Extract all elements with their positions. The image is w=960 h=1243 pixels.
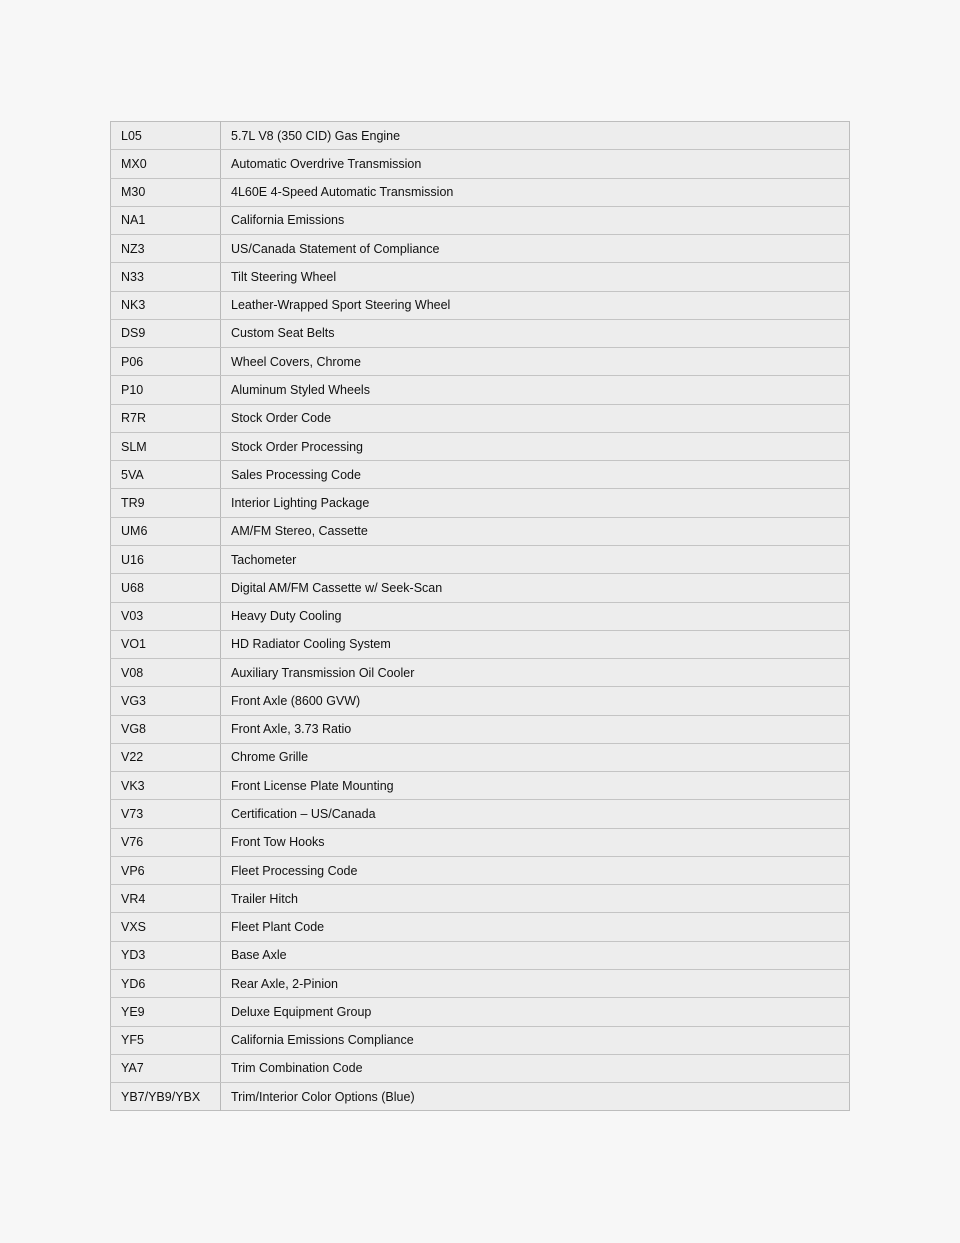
option-code-cell: 5VA xyxy=(111,461,221,489)
table-row xyxy=(111,1054,850,1082)
table-row xyxy=(111,998,850,1026)
table-row xyxy=(111,885,850,913)
table-row xyxy=(111,800,850,828)
option-code-cell: V73 xyxy=(111,800,221,828)
option-description-cell: Chrome Grille xyxy=(221,743,850,771)
table-row xyxy=(111,178,850,206)
option-description-cell: Stock Order Processing xyxy=(221,432,850,460)
option-code-cell: YD3 xyxy=(111,941,221,969)
option-code-cell: M30 xyxy=(111,178,221,206)
table-row xyxy=(111,235,850,263)
option-description-cell: Fleet Processing Code xyxy=(221,856,850,884)
option-code-cell: DS9 xyxy=(111,319,221,347)
option-description-cell: Custom Seat Belts xyxy=(221,319,850,347)
option-code-cell: R7R xyxy=(111,404,221,432)
option-description-cell: California Emissions xyxy=(221,206,850,234)
table-row xyxy=(111,715,850,743)
table-row xyxy=(111,461,850,489)
table-row xyxy=(111,489,850,517)
table-row xyxy=(111,969,850,997)
option-description-cell: Trim/Interior Color Options (Blue) xyxy=(231,1089,415,1104)
table-row xyxy=(111,348,850,376)
document-page xyxy=(110,121,849,1111)
option-code-cell: VG8 xyxy=(111,715,221,743)
option-codes-body xyxy=(111,122,850,1111)
table-row xyxy=(111,602,850,630)
option-description-cell: Digital AM/FM Cassette w/ Seek-Scan xyxy=(221,574,850,602)
option-description-cell: Certification – US/Canada xyxy=(221,800,850,828)
table-row xyxy=(111,376,850,404)
option-description-cell: Wheel Covers, Chrome xyxy=(221,348,850,376)
option-description-cell: California Emissions Compliance xyxy=(221,1026,850,1054)
option-description-cell: Sales Processing Code xyxy=(221,461,850,489)
option-description-cell: Stock Order Code xyxy=(221,404,850,432)
option-code-cell: P06 xyxy=(111,348,221,376)
table-row xyxy=(111,291,850,319)
option-code-cell: NK3 xyxy=(111,291,221,319)
table-row xyxy=(111,1083,850,1111)
table-row xyxy=(111,319,850,347)
option-code-cell: VO1 xyxy=(111,630,221,658)
option-description-cell: US/Canada Statement of Compliance xyxy=(221,235,850,263)
table-row xyxy=(111,913,850,941)
option-description-cell: Rear Axle, 2-Pinion xyxy=(221,969,850,997)
option-description-cell: 5.7L V8 (350 CID) Gas Engine xyxy=(221,122,850,150)
table-row xyxy=(111,263,850,291)
option-code-cell: VP6 xyxy=(111,856,221,884)
table-row xyxy=(111,772,850,800)
option-code-cell: YA7 xyxy=(111,1054,221,1082)
option-code-cell: N33 xyxy=(111,263,221,291)
option-description-cell: Front License Plate Mounting xyxy=(221,772,850,800)
option-description-cell: AM/FM Stereo, Cassette xyxy=(221,517,850,545)
option-code-cell: VR4 xyxy=(111,885,221,913)
table-row xyxy=(111,404,850,432)
option-description-cell: Automatic Overdrive Transmission xyxy=(221,150,850,178)
option-code-cell: YF5 xyxy=(111,1026,221,1054)
option-code-cell: UM6 xyxy=(111,517,221,545)
table-row xyxy=(111,150,850,178)
option-code-cell: U68 xyxy=(111,574,221,602)
option-description-cell: HD Radiator Cooling System xyxy=(221,630,850,658)
option-code-cell: P10 xyxy=(111,376,221,404)
option-description-cell: Aluminum Styled Wheels xyxy=(221,376,850,404)
option-code-cell: V76 xyxy=(111,828,221,856)
option-code-cell: L05 xyxy=(111,122,221,150)
option-description-cell: Interior Lighting Package xyxy=(221,489,850,517)
option-description-cell: Leather-Wrapped Sport Steering Wheel xyxy=(221,291,850,319)
option-description-cell: Base Axle xyxy=(221,941,850,969)
option-description-cell: Deluxe Equipment Group xyxy=(221,998,850,1026)
table-row xyxy=(111,432,850,460)
table-row xyxy=(111,659,850,687)
table-row xyxy=(111,574,850,602)
option-code-cell: YE9 xyxy=(111,998,221,1026)
option-code-cell: VXS xyxy=(111,913,221,941)
table-row xyxy=(111,941,850,969)
option-description-cell: Fleet Plant Code xyxy=(221,913,850,941)
option-description-cell: Auxiliary Transmission Oil Cooler xyxy=(221,659,850,687)
option-code-cell: YD6 xyxy=(111,969,221,997)
option-description-cell: 4L60E 4-Speed Automatic Transmission xyxy=(221,178,850,206)
option-description-cell: Heavy Duty Cooling xyxy=(221,602,850,630)
table-row xyxy=(111,517,850,545)
option-code-cell: VK3 xyxy=(111,772,221,800)
table-row xyxy=(111,1026,850,1054)
table-row xyxy=(111,206,850,234)
option-code-cell: TR9 xyxy=(111,489,221,517)
table-row xyxy=(111,122,850,150)
table-row xyxy=(111,743,850,771)
option-code-cell: V08 xyxy=(111,659,221,687)
table-row xyxy=(111,687,850,715)
option-description-cell: Front Axle, 3.73 Ratio xyxy=(221,715,850,743)
option-description-cell: Trailer Hitch xyxy=(221,885,850,913)
option-description-cell: Front Tow Hooks xyxy=(221,828,850,856)
option-code-cell: MX0 xyxy=(111,150,221,178)
table-row xyxy=(111,828,850,856)
option-description-cell: Front Axle (8600 GVW) xyxy=(221,687,850,715)
table-row xyxy=(111,630,850,658)
option-code-cell: U16 xyxy=(111,545,221,573)
table-row xyxy=(111,856,850,884)
option-code-cell: YB7/YB9/YBX xyxy=(111,1083,221,1111)
option-code-cell: VG3 xyxy=(111,687,221,715)
option-code-cell: SLM xyxy=(111,432,221,460)
option-description-cell: Tachometer xyxy=(221,545,850,573)
option-code-cell: V03 xyxy=(111,602,221,630)
option-description-cell: Trim Combination Code xyxy=(221,1054,850,1082)
option-code-cell: V22 xyxy=(111,743,221,771)
option-code-cell: NA1 xyxy=(111,206,221,234)
option-description-cell: Tilt Steering Wheel xyxy=(221,263,850,291)
option-codes-table xyxy=(110,121,850,1111)
table-row xyxy=(111,545,850,573)
option-code-cell: NZ3 xyxy=(111,235,221,263)
